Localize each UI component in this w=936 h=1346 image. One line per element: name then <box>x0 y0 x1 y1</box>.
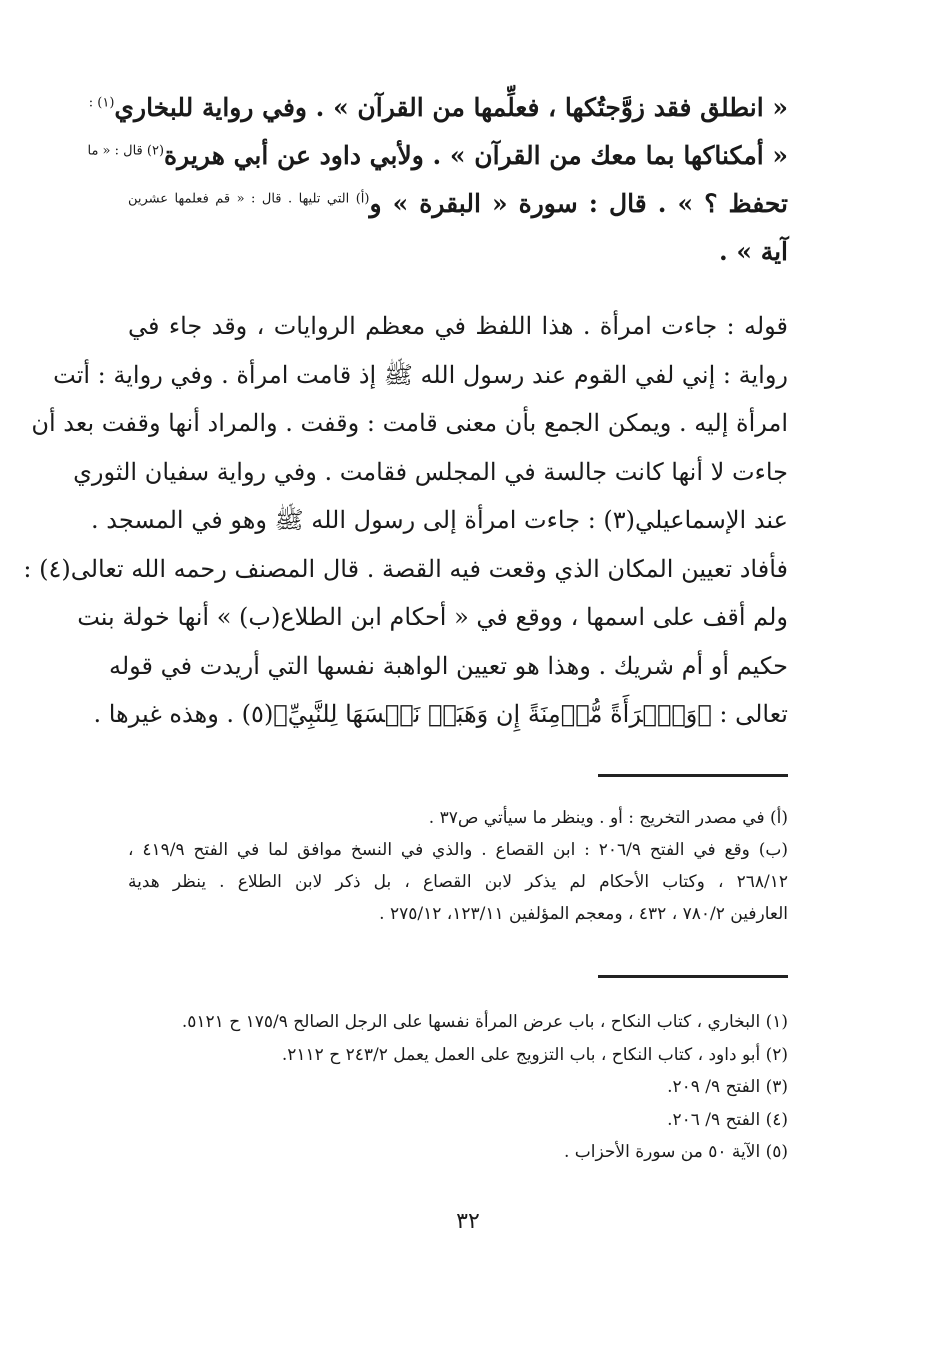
hadith-line: تحفظ ؟ » . قال : سورة « البقرة » و$^{(أ) التي تليها . قال : « قم فعلمها عشرين}$ <box>128 189 788 218</box>
variant-note: ٢٦٨/١٢ ، وكتاب الأحكام لم يذكر لابن القصاع ، بل ذكر لابن الطلاع . ينظر هدية <box>128 872 788 892</box>
footnote: (١) البخاري ، كتاب النكاح ، باب عرض المرأة نفسها على الرجل الصالح ١٧٥/٩ ح ٥١٢١. <box>181 1012 788 1032</box>
body-line: امرأة إليه . ويمكن الجمع بأن معنى قامت : وقفت . والمراد أنها وقفت بعد أن <box>31 409 788 437</box>
footnote-marker: (٢) قال : « ما <box>87 143 165 159</box>
footnote-divider <box>598 774 788 777</box>
footnote: (٥) الآية ٥٠ من سورة الأحزاب . <box>563 1142 788 1162</box>
commentary-paragraph <box>23 302 788 739</box>
variant-note: (ب) وقع في الفتح ٢٠٦/٩ : ابن القصاع . والذي في النسخ موافق لما في الفتح ٤١٩/٩ ، <box>128 840 788 860</box>
variant-note: العارفين ٧٨٠/٢ ، ٤٣٢ ، ومعجم المؤلفين ١٢٣/١١، ٢٧٥/١٢ . <box>379 904 788 924</box>
body-line: فأفاد تعيين المكان الذي وقعت فيه القصة . قال المصنف رحمه الله تعالى(٤) : <box>23 554 788 583</box>
page-number: ٣٢ <box>456 1209 480 1234</box>
body-line: حكيم أو أم شريك . وهذا هو تعيين الواهبة نفسها التي أريدت في قوله <box>108 651 788 680</box>
variant-notes <box>128 802 788 930</box>
body-line: عند الإسماعيلي(٣) : جاءت امرأة إلى رسول الله ﷺ وهو في المسجد . <box>90 506 788 534</box>
variant-note: (أ) في مصدر التخريج : أو . وينظر ما سيأتي ص٣٧ . <box>428 808 788 828</box>
footnote: (٢) أبو داود ، كتاب النكاح ، باب التزويج على العمل يعمل ٢٤٣/٢ ح ٢١١٢. <box>281 1044 788 1065</box>
hadith-line: آية » . <box>718 237 788 266</box>
body-line: تعالى : ﴿وَٱمۡرَأَةً مُّؤۡمِنَةً إِن وَهَبَتۡ نَفۡسَهَا لِلنَّبِيِّ﴾(٥) . وهذه غيرها . <box>93 700 788 728</box>
footnotes <box>128 1006 788 1169</box>
body-line: ولم أقف على اسمها ، ووقع في « أحكام ابن الطلاع(ب) » أنها خولة بنت <box>77 603 788 631</box>
body-line: جاءت لا أنها كانت جالسة في المجلس فقامت . وفي رواية سفيان الثوري <box>73 457 788 486</box>
footnote-marker: (١) : <box>88 95 115 111</box>
footnote: (٣) الفتح ٩/ ٢٠٩. <box>667 1077 788 1097</box>
hadith-line: « أمكناكها بما معك من القرآن » . ولأبي داود عن أبي هريرة$^{(٢) قال : « ما}$ <box>87 141 788 170</box>
body-line: قوله : جاءت امرأة . هذا اللفظ في معظم الروايات ، وقد جاء في <box>128 312 788 340</box>
footnote-divider <box>598 975 788 978</box>
footnote-marker: (أ) التي تليها . قال : « قم فعلمها عشرين <box>128 191 370 207</box>
footnote: (٤) الفتح ٩/ ٢٠٦. <box>667 1109 788 1130</box>
body-line: رواية : إني لفي القوم عند رسول الله ﷺ إذ قامت امرأة . وفي رواية : أتت <box>53 360 788 389</box>
hadith-line: « انطلق فقد زوَّجتُكها ، فعلِّمها من القرآن » . وفي رواية للبخاري$^{(١) :}$ <box>88 93 788 122</box>
hadith-quote <box>87 84 788 276</box>
